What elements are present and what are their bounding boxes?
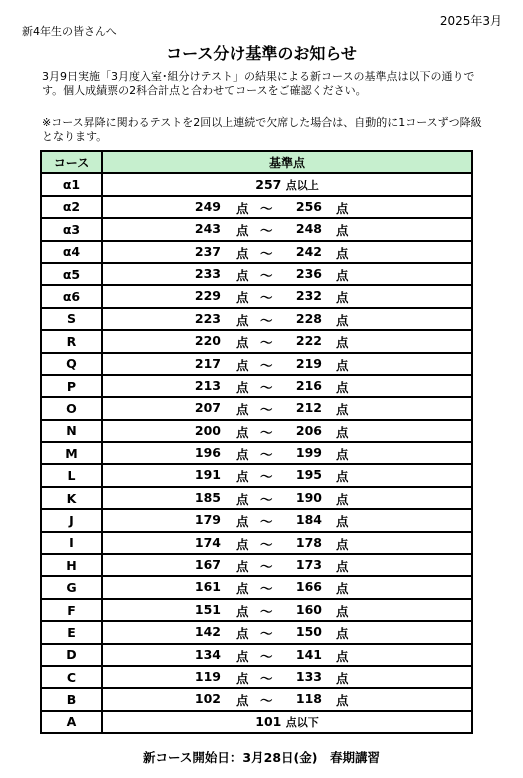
score-range xyxy=(102,375,472,397)
range-tilde: ～ xyxy=(260,267,273,283)
score-high: 150 xyxy=(295,624,322,640)
unit-label: 点 xyxy=(236,603,249,619)
score-low: 174 xyxy=(194,534,221,550)
unit-label: 点 xyxy=(336,536,349,552)
score-low: 217 xyxy=(194,355,221,371)
start-date-notice: 新コース開始日：3月28日(金) 春期講習 xyxy=(143,750,380,765)
range-tilde: ～ xyxy=(260,424,273,440)
course-name: Q xyxy=(41,353,102,375)
score-high: 242 xyxy=(295,243,322,259)
score-low: 119 xyxy=(194,668,221,684)
range-tilde: ～ xyxy=(260,603,273,619)
range-tilde: ～ xyxy=(260,670,273,686)
range-tilde: ～ xyxy=(260,514,273,530)
score-low: 223 xyxy=(194,310,221,326)
unit-label: 点 xyxy=(236,223,249,239)
unit-label: 点 xyxy=(336,693,349,709)
range-tilde: ～ xyxy=(260,559,273,575)
unit-label: 点 xyxy=(336,357,349,373)
score-low: 142 xyxy=(194,624,221,640)
score-range xyxy=(102,308,472,330)
unit-label: 点 xyxy=(336,267,349,283)
document-date: 2025年3月 xyxy=(439,14,502,28)
score-high: 173 xyxy=(295,557,322,573)
unit-label: 点 xyxy=(336,245,349,261)
score-single xyxy=(102,711,472,733)
score-high: 118 xyxy=(295,691,322,707)
score-range xyxy=(102,464,472,486)
table-row xyxy=(41,599,472,621)
score-high: 248 xyxy=(295,221,322,237)
range-tilde: ～ xyxy=(260,223,273,239)
table-row xyxy=(41,330,472,352)
unit-label: 点 xyxy=(336,559,349,575)
range-tilde: ～ xyxy=(260,357,273,373)
table-row xyxy=(41,173,472,195)
unit-label: 点 xyxy=(336,402,349,418)
score-range xyxy=(102,420,472,442)
score-high: 133 xyxy=(295,668,322,684)
score-single xyxy=(102,173,472,195)
unit-label: 点 xyxy=(236,626,249,642)
unit-label: 点 xyxy=(236,581,249,597)
score-low: 200 xyxy=(194,422,221,438)
table-row xyxy=(41,442,472,464)
unit-label: 点 xyxy=(336,648,349,664)
score-low: 213 xyxy=(194,377,221,393)
table-row xyxy=(41,241,472,263)
score-value: 257 xyxy=(255,176,282,192)
score-range xyxy=(102,688,472,710)
score-low: 134 xyxy=(194,646,221,662)
unit-label: 点 xyxy=(236,424,249,440)
unit-label: 点 xyxy=(236,514,249,530)
score-low: 191 xyxy=(194,467,221,483)
table-row xyxy=(41,509,472,531)
score-low: 151 xyxy=(194,601,221,617)
range-tilde: ～ xyxy=(260,648,273,664)
score-low: 237 xyxy=(194,243,221,259)
range-tilde: ～ xyxy=(260,290,273,306)
unit-label: 点 xyxy=(236,379,249,395)
score-high: 190 xyxy=(295,489,322,505)
score-low: 161 xyxy=(194,579,221,595)
score-high: 178 xyxy=(295,534,322,550)
table-row xyxy=(41,621,472,643)
score-range xyxy=(102,644,472,666)
score-range xyxy=(102,599,472,621)
score-high: 216 xyxy=(295,377,322,393)
score-range xyxy=(102,509,472,531)
column-header-score: 基準点 xyxy=(102,151,472,173)
course-name: α5 xyxy=(41,263,102,285)
course-name: J xyxy=(41,509,102,531)
table-row xyxy=(41,285,472,307)
table-row xyxy=(41,711,472,733)
range-tilde: ～ xyxy=(260,491,273,507)
addressee: 新4年生の皆さんへ xyxy=(22,25,117,38)
range-tilde: ～ xyxy=(260,447,273,463)
unit-label: 点 xyxy=(236,670,249,686)
table-row xyxy=(41,353,472,375)
unit-label: 点 xyxy=(336,670,349,686)
table-row xyxy=(41,263,472,285)
range-tilde: ～ xyxy=(260,693,273,709)
table-row xyxy=(41,666,472,688)
course-name: I xyxy=(41,532,102,554)
unit-label: 点 xyxy=(336,603,349,619)
course-name: M xyxy=(41,442,102,464)
score-suffix: 点以上 xyxy=(285,178,319,192)
course-name: H xyxy=(41,554,102,576)
score-range xyxy=(102,196,472,218)
unit-label: 点 xyxy=(236,335,249,351)
course-name: R xyxy=(41,330,102,352)
unit-label: 点 xyxy=(236,245,249,261)
score-range xyxy=(102,218,472,240)
score-high: 228 xyxy=(295,310,322,326)
score-high: 236 xyxy=(295,265,322,281)
table-row xyxy=(41,375,472,397)
unit-label: 点 xyxy=(236,290,249,306)
table-row xyxy=(41,487,472,509)
score-range xyxy=(102,554,472,576)
range-tilde: ～ xyxy=(260,312,273,328)
score-high: 184 xyxy=(295,512,322,528)
course-name: α6 xyxy=(41,285,102,307)
score-range xyxy=(102,532,472,554)
unit-label: 点 xyxy=(236,447,249,463)
score-low: 167 xyxy=(194,557,221,573)
table-row xyxy=(41,532,472,554)
score-low: 207 xyxy=(194,400,221,416)
unit-label: 点 xyxy=(336,424,349,440)
score-low: 220 xyxy=(194,333,221,349)
unit-label: 点 xyxy=(236,357,249,373)
score-low: 243 xyxy=(194,221,221,237)
course-name: L xyxy=(41,464,102,486)
score-high: 256 xyxy=(295,198,322,214)
course-name: D xyxy=(41,644,102,666)
score-range xyxy=(102,241,472,263)
unit-label: 点 xyxy=(236,648,249,664)
course-name: S xyxy=(41,308,102,330)
course-name: B xyxy=(41,688,102,710)
course-name: G xyxy=(41,576,102,598)
absence-note: ※コース昇降に関わるテストを2回以上連続で欠席した場合は、自動的に1コースずつ降級となります。 xyxy=(42,116,482,143)
table-row xyxy=(41,464,472,486)
score-low: 185 xyxy=(194,489,221,505)
unit-label: 点 xyxy=(336,581,349,597)
score-range xyxy=(102,487,472,509)
score-low: 179 xyxy=(194,512,221,528)
table-row xyxy=(41,688,472,710)
unit-label: 点 xyxy=(336,379,349,395)
score-range xyxy=(102,397,472,419)
unit-label: 点 xyxy=(336,335,349,351)
unit-label: 点 xyxy=(236,693,249,709)
unit-label: 点 xyxy=(336,447,349,463)
course-table xyxy=(40,150,473,734)
unit-label: 点 xyxy=(336,491,349,507)
range-tilde: ～ xyxy=(260,245,273,261)
course-name: α4 xyxy=(41,241,102,263)
score-high: 222 xyxy=(295,333,322,349)
course-name: α3 xyxy=(41,218,102,240)
score-low: 102 xyxy=(194,691,221,707)
table-row xyxy=(41,554,472,576)
unit-label: 点 xyxy=(236,312,249,328)
score-value: 101 xyxy=(255,713,282,729)
course-name: α2 xyxy=(41,196,102,218)
unit-label: 点 xyxy=(336,223,349,239)
score-high: 232 xyxy=(295,288,322,304)
score-high: 160 xyxy=(295,601,322,617)
course-name: F xyxy=(41,599,102,621)
score-range xyxy=(102,353,472,375)
unit-label: 点 xyxy=(336,469,349,485)
unit-label: 点 xyxy=(336,626,349,642)
score-suffix: 点以下 xyxy=(285,715,319,729)
score-range xyxy=(102,442,472,464)
range-tilde: ～ xyxy=(260,536,273,552)
unit-label: 点 xyxy=(236,200,249,216)
score-range xyxy=(102,576,472,598)
course-name: P xyxy=(41,375,102,397)
range-tilde: ～ xyxy=(260,626,273,642)
table-row xyxy=(41,308,472,330)
score-high: 206 xyxy=(295,422,322,438)
table-body xyxy=(41,173,472,733)
unit-label: 点 xyxy=(336,200,349,216)
course-name: N xyxy=(41,420,102,442)
range-tilde: ～ xyxy=(260,469,273,485)
unit-label: 点 xyxy=(236,402,249,418)
course-name: α1 xyxy=(41,173,102,195)
table-header-row xyxy=(41,151,472,173)
unit-label: 点 xyxy=(236,469,249,485)
unit-label: 点 xyxy=(336,312,349,328)
course-name: C xyxy=(41,666,102,688)
range-tilde: ～ xyxy=(260,402,273,418)
score-high: 219 xyxy=(295,355,322,371)
course-name: E xyxy=(41,621,102,643)
table-row xyxy=(41,644,472,666)
score-high: 141 xyxy=(295,646,322,662)
range-tilde: ～ xyxy=(260,335,273,351)
table-row xyxy=(41,576,472,598)
column-header-course: コース xyxy=(41,151,102,173)
unit-label: 点 xyxy=(236,559,249,575)
unit-label: 点 xyxy=(236,536,249,552)
score-high: 166 xyxy=(295,579,322,595)
score-low: 249 xyxy=(194,198,221,214)
table-row xyxy=(41,196,472,218)
range-tilde: ～ xyxy=(260,581,273,597)
score-low: 196 xyxy=(194,445,221,461)
score-low: 229 xyxy=(194,288,221,304)
table-row xyxy=(41,218,472,240)
score-high: 199 xyxy=(295,445,322,461)
unit-label: 点 xyxy=(236,491,249,507)
score-high: 212 xyxy=(295,400,322,416)
score-low: 233 xyxy=(194,265,221,281)
page-title: コース分け基準のお知らせ xyxy=(166,44,357,63)
unit-label: 点 xyxy=(336,290,349,306)
unit-label: 点 xyxy=(336,514,349,530)
course-name: K xyxy=(41,487,102,509)
range-tilde: ～ xyxy=(260,200,273,216)
course-name: O xyxy=(41,397,102,419)
table-row xyxy=(41,420,472,442)
range-tilde: ～ xyxy=(260,379,273,395)
score-high: 195 xyxy=(295,467,322,483)
score-range xyxy=(102,666,472,688)
intro-text: 3月9日実施「3月度入室･組分けテスト」の結果による新コースの基準点は以下の通りです。個人成績票の2科合計点と合わせてコースをご確認ください。 xyxy=(42,70,475,97)
score-range xyxy=(102,263,472,285)
table-row xyxy=(41,397,472,419)
score-range xyxy=(102,285,472,307)
unit-label: 点 xyxy=(236,267,249,283)
score-range xyxy=(102,330,472,352)
course-name: A xyxy=(41,711,102,733)
score-range xyxy=(102,621,472,643)
